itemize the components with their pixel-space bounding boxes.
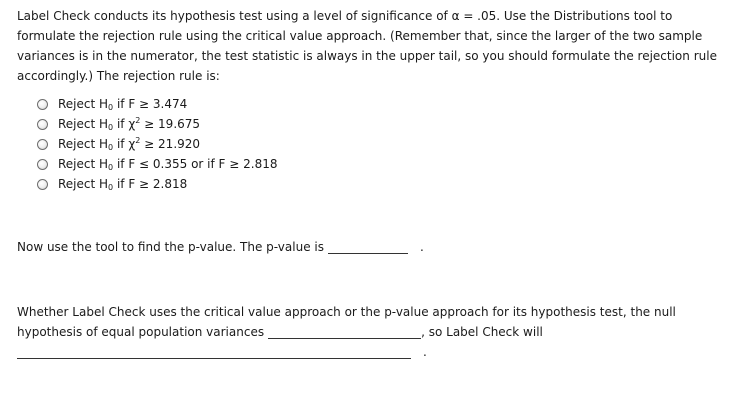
option-label: Reject $H_0$ if F ≥ 2.818 [58, 177, 188, 192]
option-label: Reject $H_0$ if $\chi^2 \ge 21.920$ [58, 136, 201, 152]
option-label: Reject $H_0$ if $\chi^2 \ge 19.675$ [58, 116, 201, 132]
question-intro: Label Check conducts its hypothesis test using a level of significance of α = .05. Use the Distributions tool to formulate the rejection rule using the critical value approach. (Remember that, since the larger of the two sample variances is in the numerator, the test statistic is always in the upper tail, so you should formulate the rejection rule accordingly.) The rejection rule is: [17, 9, 717, 83]
pvalue-period: . [419, 240, 424, 254]
pvalue-blank[interactable] [328, 241, 408, 254]
conclusion-period: . [423, 345, 427, 359]
conclusion-blank[interactable] [17, 346, 411, 359]
conclusion-line-2 [17, 342, 722, 362]
conclusion-prompt [17, 302, 722, 362]
radio-button-icon[interactable] [37, 159, 48, 170]
radio-button-icon[interactable] [37, 179, 48, 190]
option-3[interactable] [37, 134, 277, 154]
option-5[interactable] [37, 174, 277, 194]
radio-button-icon[interactable] [37, 119, 48, 130]
rejection-rule-options [37, 94, 277, 194]
conclusion-text-2: , so Label Check will [421, 325, 543, 339]
pvalue-prompt [17, 237, 424, 257]
null-hypothesis-blank[interactable] [268, 326, 421, 339]
option-label: Reject $H_0$ if F ≤ 0.355 or if F ≥ 2.818 [58, 157, 278, 172]
radio-button-icon[interactable] [37, 99, 48, 110]
conclusion-text-1: Whether Label Check uses the critical value approach or the p-value approach for its hypothesis test, the null hypothesis of equal population variances [17, 305, 676, 339]
option-label: Reject $H_0$ if F ≥ 3.474 [58, 97, 188, 112]
option-1[interactable] [37, 94, 277, 114]
option-4[interactable] [37, 154, 277, 174]
pvalue-text: Now use the tool to find the p-value. The p-value is [17, 240, 324, 254]
option-2[interactable] [37, 114, 277, 134]
radio-button-icon[interactable] [37, 139, 48, 150]
